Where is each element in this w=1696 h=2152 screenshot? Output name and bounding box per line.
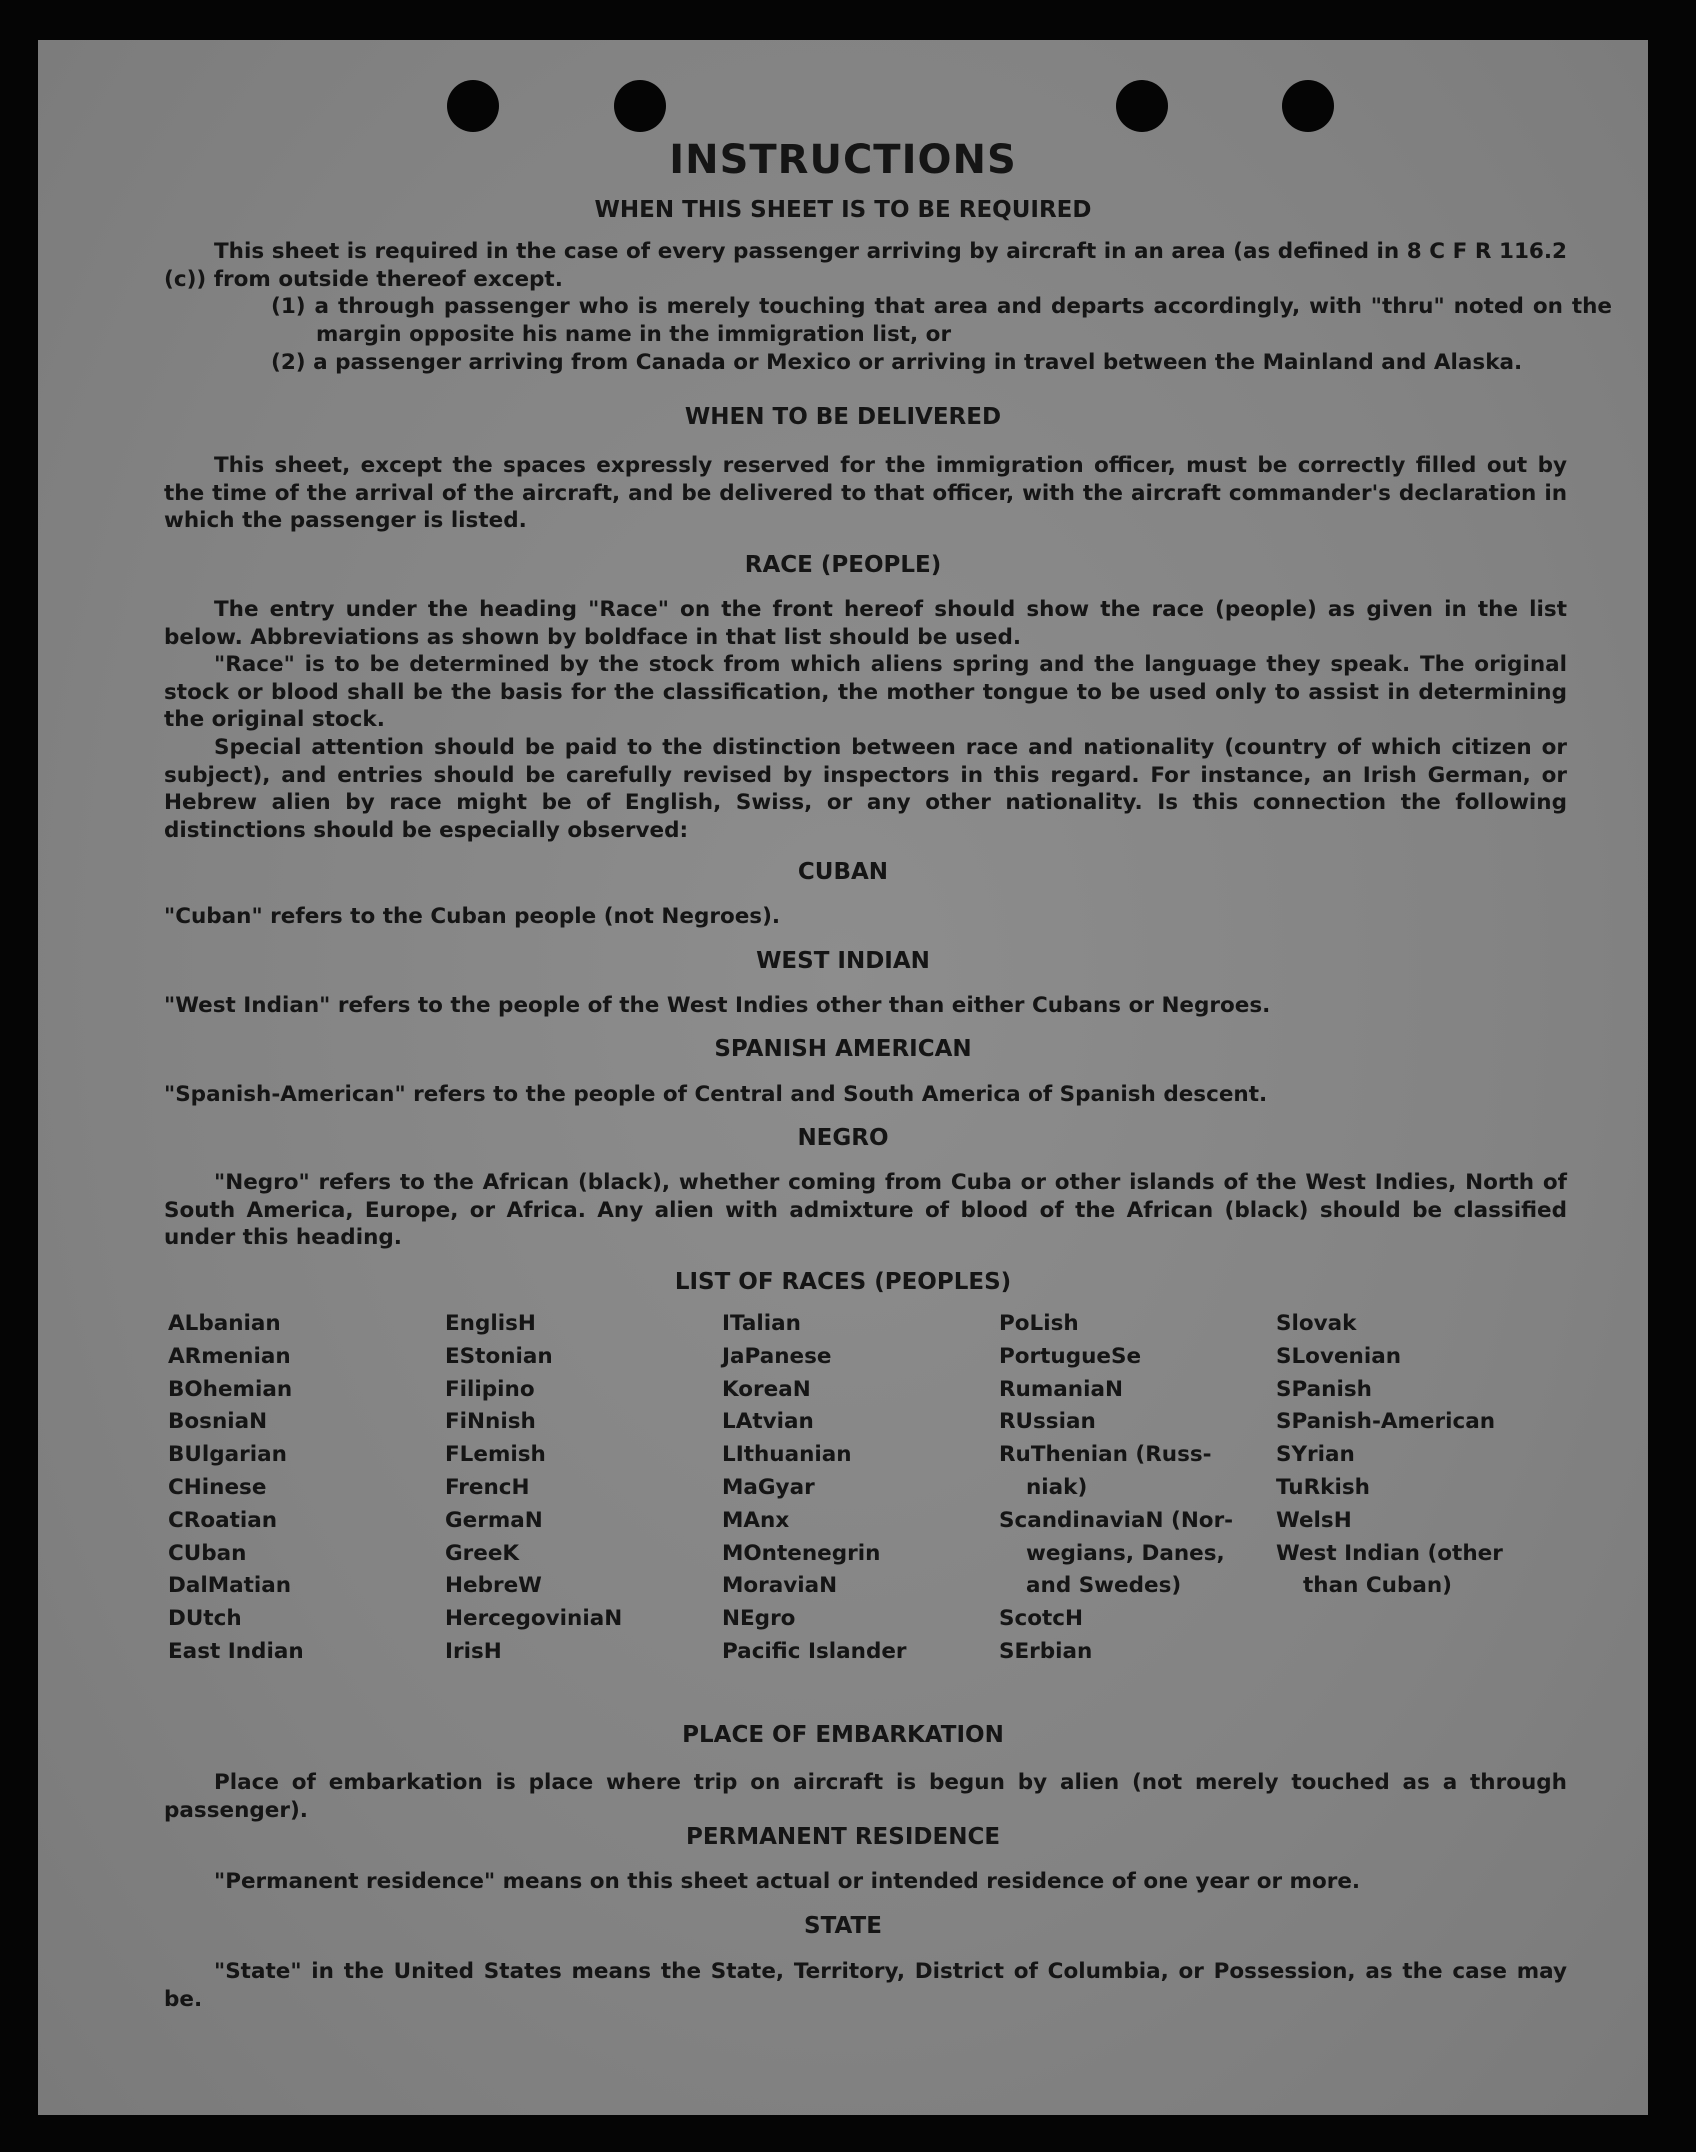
race-item: ALbanian [168, 1311, 281, 1336]
race-item: Slovak [1276, 1311, 1357, 1336]
section-heading-when-required: WHEN THIS SHEET IS TO BE REQUIRED [594, 197, 1092, 223]
paragraph-required-intro: This sheet is required in the case of every passenger arriving by aircraft in an area (as defined in 8 C F R 116.2 (c)) from outside thereof except. [164, 239, 1567, 292]
punch-hole [447, 80, 499, 132]
paragraph-negro: "Negro" refers to the African (black), whether coming from Cuba or other islands of the West Indies, North of South America, Europe, or Africa. Any alien with admixture of blood of the African (black) should be classified under this heading. [164, 1170, 1567, 1250]
race-item: Filipino [445, 1376, 535, 1402]
race-item: CRoatian [168, 1507, 278, 1533]
section-heading-state: STATE [804, 1913, 882, 1939]
section-heading-spanish-american: SPANISH AMERICAN [714, 1036, 972, 1062]
race-item: WelsH [1276, 1507, 1352, 1533]
race-item: HercegoviniaN [445, 1606, 623, 1632]
race-item-continued: niak) [1026, 1474, 1088, 1500]
race-item-continued: and Swedes) [1026, 1573, 1182, 1599]
race-item: East Indian [168, 1638, 304, 1664]
race-item: BOhemian [168, 1376, 293, 1402]
race-item: LIthuanian [722, 1442, 852, 1468]
race-item: CHinese [168, 1474, 267, 1500]
race-list [168, 1308, 1598, 1669]
race-item: FrencH [445, 1474, 530, 1500]
race-item: SPanish [1276, 1376, 1372, 1402]
race-item: DalMatian [168, 1573, 292, 1599]
paragraph-spanish-american: "Spanish-American" refers to the people of Central and South America of Spanish descent. [164, 1082, 1268, 1107]
document-title: INSTRUCTIONS [669, 137, 1017, 183]
paragraph-race-3: Special attention should be paid to the distinction between race and nationality (country of which citizen or subject), and entries should be carefully revised by inspectors in this regard. For instance, an Irish German, or Hebrew alien by race might be of English, Swiss, or any other nationality. Is this connection the following distinctions should be especially observed: [164, 735, 1567, 843]
section-heading-west-indian: WEST INDIAN [756, 948, 930, 974]
race-item: FiNnish [445, 1409, 536, 1435]
race-item-continued: wegians, Danes, [1026, 1540, 1225, 1566]
section-heading-permanent-residence: PERMANENT RESIDENCE [685, 1824, 1001, 1850]
race-item: MoraviaN [722, 1573, 838, 1599]
race-item: SPanish-American [1276, 1409, 1496, 1435]
paragraph-west-indian: "West Indian" refers to the people of the West Indies other than either Cubans or Negroes. [164, 993, 1271, 1018]
race-item: BUlgarian [168, 1442, 287, 1468]
race-item: GermaN [445, 1507, 543, 1533]
exception-item-2: (2) a passenger arriving from Canada or Mexico or arriving in travel between the Mainland and Alaska. [271, 350, 1523, 375]
race-item: EStonian [445, 1343, 553, 1369]
race-item-continued: than Cuban) [1303, 1573, 1452, 1599]
race-item: ITalian [722, 1311, 801, 1336]
race-item: IrisH [445, 1638, 502, 1664]
race-item: HebreW [445, 1573, 542, 1599]
race-item: PoLish [999, 1311, 1079, 1336]
paragraph-cuban: "Cuban" refers to the Cuban people (not Negroes). [164, 904, 781, 929]
race-item: BosniaN [168, 1409, 268, 1435]
race-column-1 [168, 1308, 445, 1669]
race-item: MOntenegrin [722, 1540, 881, 1566]
race-item: LAtvian [722, 1409, 814, 1435]
punch-hole [1282, 80, 1334, 132]
paragraph-delivery: This sheet, except the spaces expressly reserved for the immigration officer, must be correctly filled out by the time of the arrival of the aircraft, and be delivered to that officer, with the aircraft commander's declaration in which the passenger is listed. [164, 453, 1567, 533]
race-item: FLemish [445, 1442, 546, 1468]
race-item: SYrian [1276, 1442, 1355, 1468]
race-item: ARmenian [168, 1343, 291, 1369]
race-column-4 [999, 1308, 1276, 1669]
race-item: RUssian [999, 1409, 1096, 1435]
section-heading-race: RACE (PEOPLE) [744, 552, 942, 578]
race-item: SLovenian [1276, 1343, 1402, 1369]
race-item: RuThenian (Russ- [999, 1442, 1212, 1468]
punch-hole [1116, 80, 1168, 132]
section-heading-negro: NEGRO [797, 1125, 889, 1151]
race-item: ScandinaviaN (Nor- [999, 1507, 1234, 1533]
paragraph-race-1: The entry under the heading "Race" on the front hereof should show the race (people) as given in the list below. Abbreviations as shown by boldface in that list should be used. [164, 597, 1567, 650]
exception-item-1: (1) a through passenger who is merely touching that area and departs accordingly, with "thru" noted on the margin opposite his name in the immigration list, or [271, 294, 1612, 347]
section-heading-list-of-races: LIST OF RACES (PEOPLES) [674, 1269, 1012, 1295]
paragraph-embarkation: Place of embarkation is place where trip on aircraft is begun by alien (not merely touched as a through passenger). [164, 1770, 1567, 1823]
race-item: West Indian (other [1276, 1540, 1503, 1566]
race-item: KoreaN [722, 1376, 811, 1402]
race-item: DUtch [168, 1606, 242, 1632]
paragraph-state: "State" in the United States means the State, Territory, District of Columbia, or Possession, as the case may be. [164, 1959, 1567, 2012]
race-item: Pacific Islander [722, 1638, 907, 1664]
race-item: GreeK [445, 1540, 520, 1566]
race-item: MaGyar [722, 1474, 815, 1500]
race-item: ScotcH [999, 1606, 1084, 1632]
race-column-5 [1276, 1308, 1553, 1669]
race-item: PortugueSe [999, 1343, 1142, 1369]
race-item: MAnx [722, 1507, 790, 1533]
section-heading-when-delivered: WHEN TO BE DELIVERED [684, 404, 1002, 430]
race-item: TuRkish [1276, 1474, 1370, 1500]
section-heading-cuban: CUBAN [797, 859, 889, 885]
race-item: NEgro [722, 1606, 796, 1632]
race-item: CUban [168, 1540, 247, 1566]
paragraph-permanent-residence: "Permanent residence" means on this sheet actual or intended residence of one year or more. [214, 1869, 1361, 1894]
document-sheet [38, 40, 1648, 2115]
race-item: SErbian [999, 1638, 1093, 1664]
punch-hole [614, 80, 666, 132]
paragraph-race-2: "Race" is to be determined by the stock from which aliens spring and the language they speak. The original stock or blood shall be the basis for the classification, the mother tongue to be used only to assist in determining the original stock. [164, 652, 1567, 732]
race-item: RumaniaN [999, 1376, 1123, 1402]
section-heading-embarkation: PLACE OF EMBARKATION [682, 1722, 1004, 1748]
race-column-3 [722, 1308, 999, 1669]
race-item: EnglisH [445, 1311, 536, 1336]
race-item: JaPanese [722, 1343, 832, 1369]
race-column-2 [445, 1308, 722, 1669]
